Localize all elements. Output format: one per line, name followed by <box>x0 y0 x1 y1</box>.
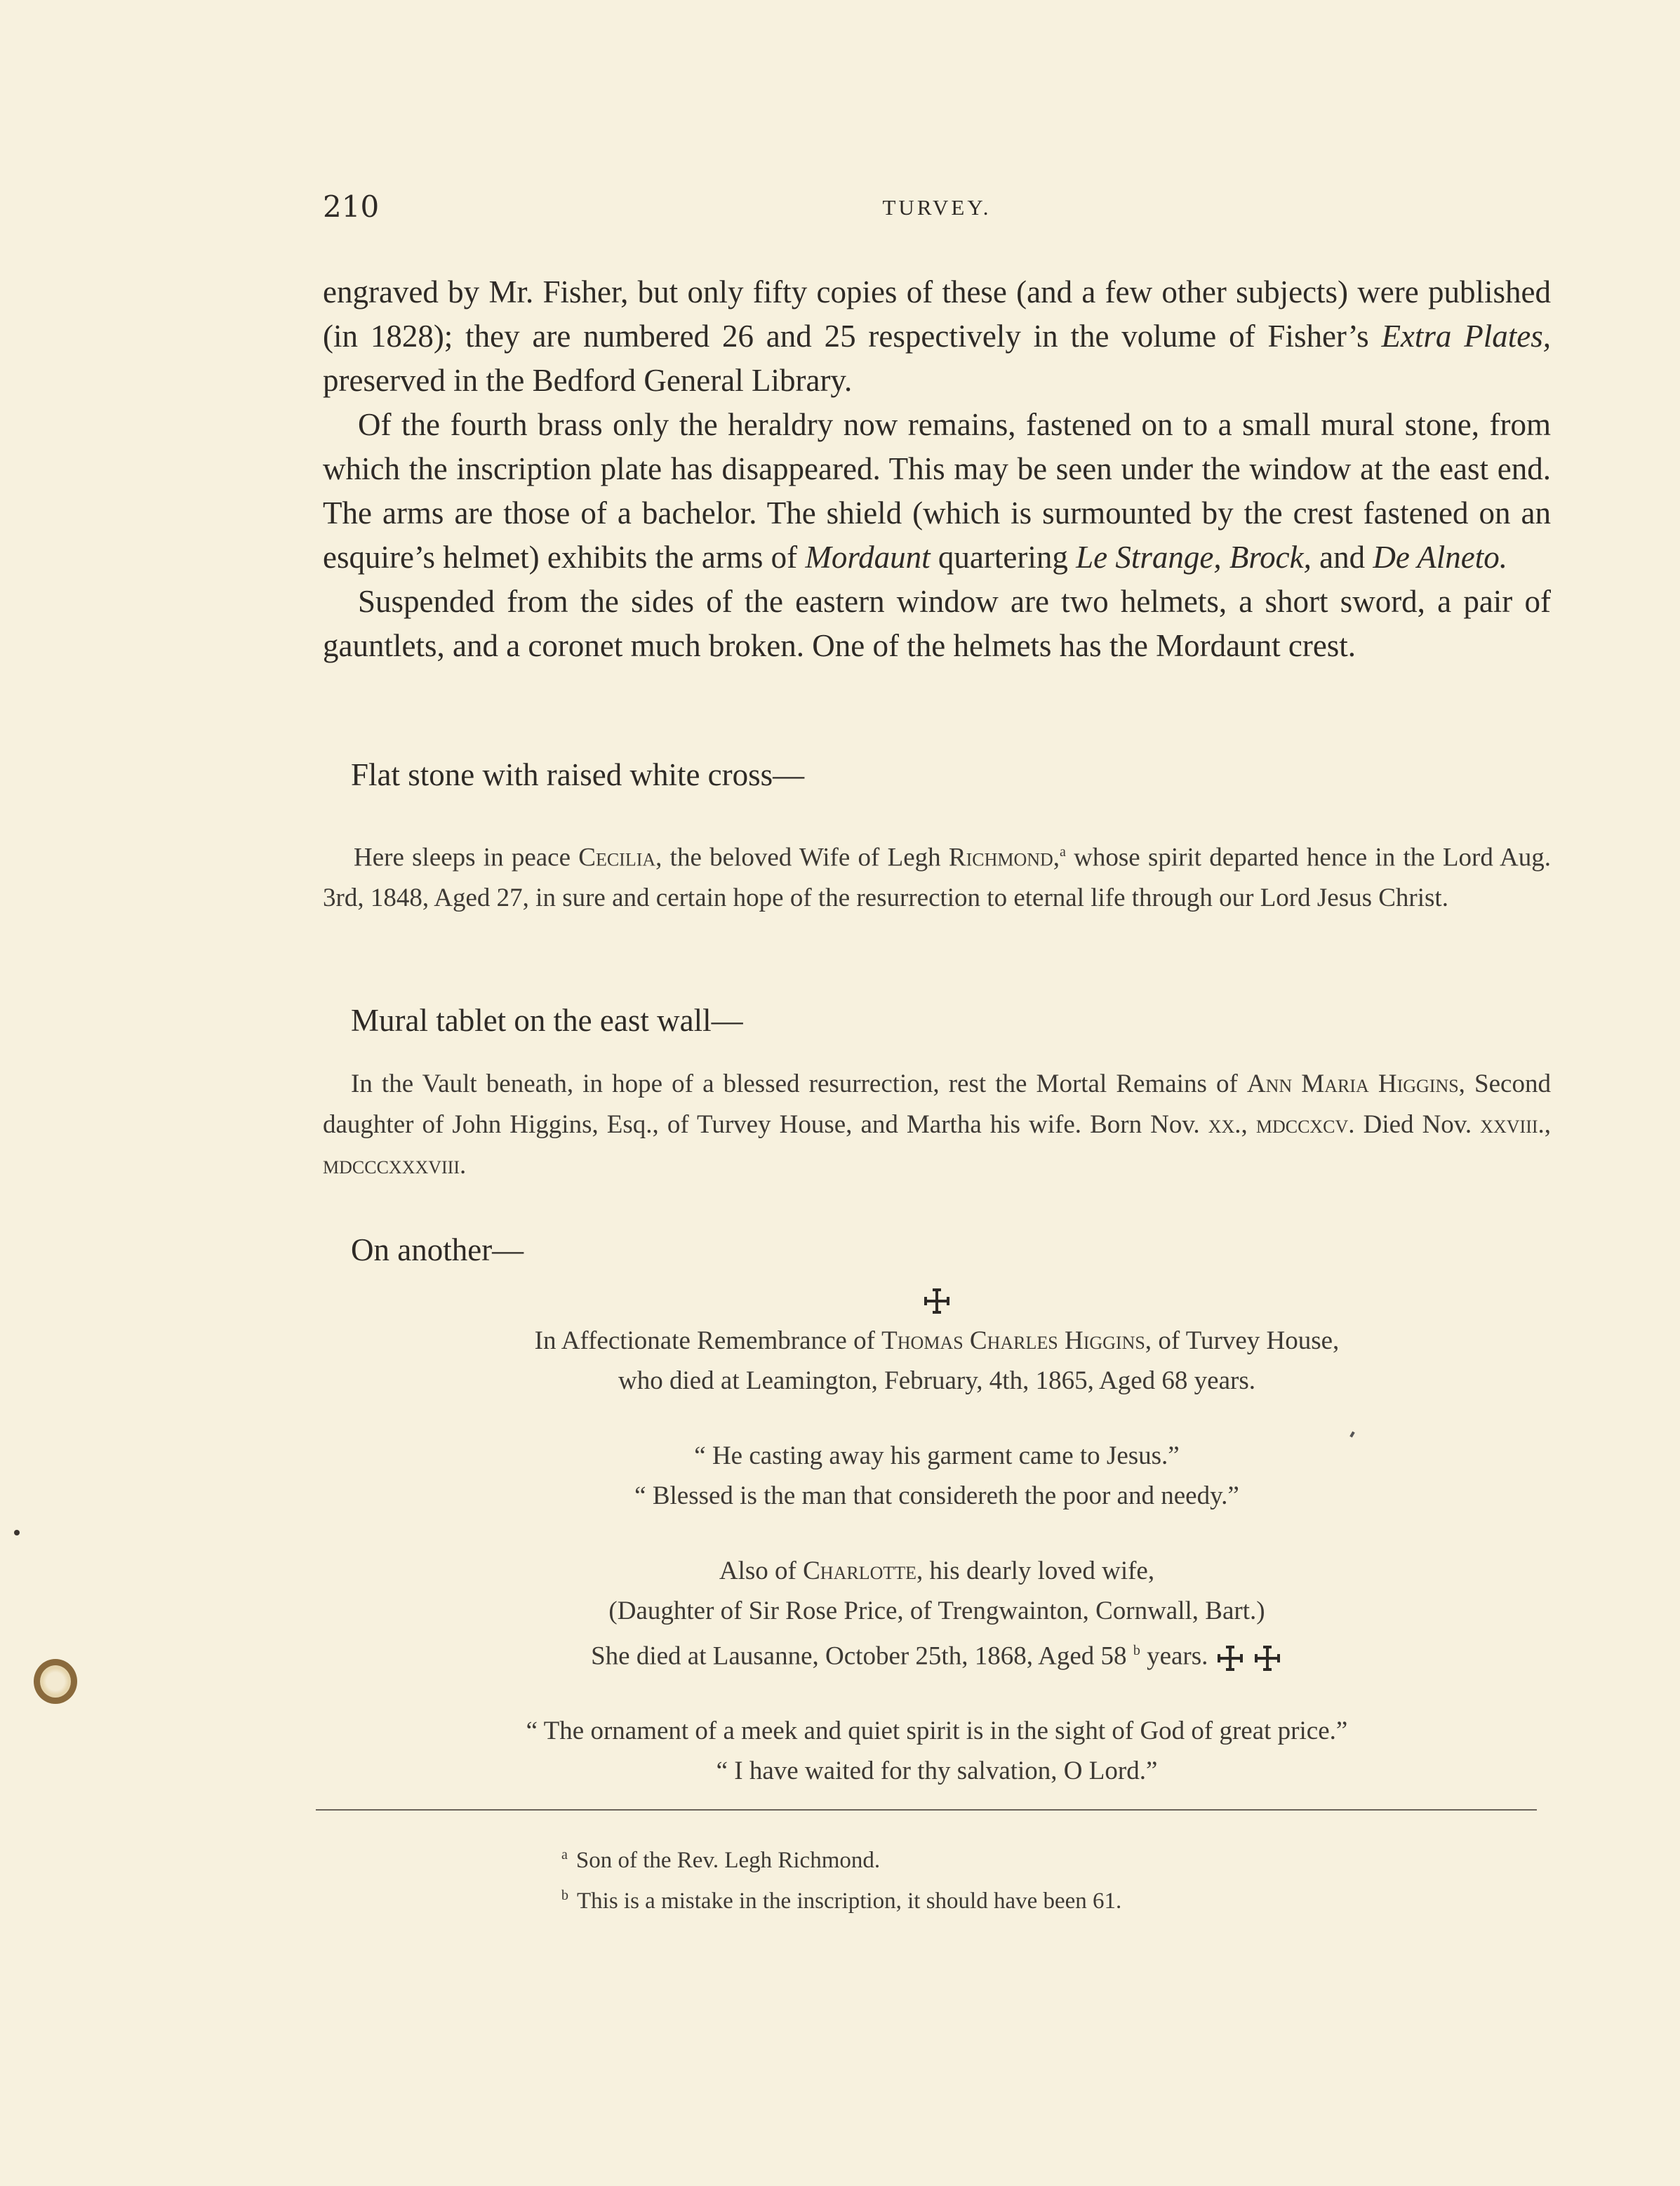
inscription-cecilia: Here sleeps in peace Cecilia, the beloved Wife of Legh Richmond,$^a$ whose spirit departed hence in the Lord Aug. 3rd, 1848, Aged 27, in sure and certain hope of the resurrection to eternal life through our Lord Jesus Christ. <box>323 843 1551 913</box>
quote-ornament: “ The ornament of a meek and quiet spirit is in the sight of God of great price.” <box>526 1717 1348 1746</box>
page-number: 210 <box>323 189 380 224</box>
ink-speck <box>14 1530 20 1535</box>
paragraph-fisher-plates: engraved by Mr. Fisher, but only fifty copies of these (and a few other subjects) were published (in 1828); they are numbered 26 and 25 respectively in the volume of Fisher’s Extra Plates, preserved in the Bedford General Library. <box>323 274 1551 398</box>
charlotte-line-1: Also of Charlotte, his dearly loved wife, <box>719 1557 1155 1585</box>
running-head: TURVEY. <box>882 195 992 220</box>
memorial-line-2: who died at Leamington, February, 4th, 1865, Aged 68 years. <box>618 1366 1256 1395</box>
page-header <box>323 189 1551 232</box>
charlotte-line-2: (Daughter of Sir Rose Price, of Trengwainton, Cornwall, Bart.) <box>608 1597 1265 1625</box>
quote-blessed: “ Blessed is the man that considereth the poor and needy.” <box>634 1481 1239 1510</box>
quote-salvation: “ I have waited for thy salvation, O Lord.” <box>716 1757 1158 1786</box>
inscription-ann-maria-higgins: In the Vault beneath, in hope of a blessed resurrection, rest the Mortal Remains of Ann Maria Higgins, Second daughter of John Higgins, Esq., of Turvey House, and Martha his wife. Born Nov. xx., mdccxcv. Died Nov. xxviii., mdcccxxxviii. <box>323 1069 1552 1180</box>
footnote-a: $^a$ Son of the Rev. Legh Richmond. <box>561 1847 881 1873</box>
cross-icon <box>921 1286 952 1317</box>
paper-stain <box>34 1659 77 1704</box>
lead-on-another: On another— <box>351 1232 524 1267</box>
memorial-line-1: In Affectionate Remembrance of Thomas Charles Higgins, of Turvey House, <box>534 1326 1340 1355</box>
paragraph-fourth-brass: Of the fourth brass only the heraldry now remains, fastened on to a small mural stone, from which the inscription plate has disappeared. This may be seen under the window at the east end. The arms are those of a bachelor. The shield (which is surmounted by the crest fastened on an esquire’s helmet) exhibits the arms of Mordaunt quartering Le Strange, Brock, and De Alneto. <box>323 407 1551 575</box>
quote-garment: “ He casting away his garment came to Jesus.” <box>694 1441 1180 1470</box>
lead-flat-stone: Flat stone with raised white cross— <box>351 757 805 792</box>
body-text <box>323 270 1551 668</box>
lead-mural-tablet: Mural tablet on the east wall— <box>351 1003 743 1038</box>
cross-icon <box>1215 1643 1246 1674</box>
footnote-b: $^b$ This is a mistake in the inscription, it should have been 61. <box>561 1888 1122 1914</box>
inscription-thomas-charles-higgins <box>323 1279 1551 1791</box>
charlotte-line-3: She died at Lausanne, October 25th, 1868, Aged 58 $^b$ years. <box>323 1631 1551 1676</box>
paragraph-helmets: Suspended from the sides of the eastern window are two helmets, a short sword, a pair of gauntlets, and a coronet much broken. One of the helmets has the Mordaunt crest. <box>323 584 1551 663</box>
footnote-rule <box>316 1809 1537 1811</box>
cross-icon <box>1252 1643 1283 1674</box>
